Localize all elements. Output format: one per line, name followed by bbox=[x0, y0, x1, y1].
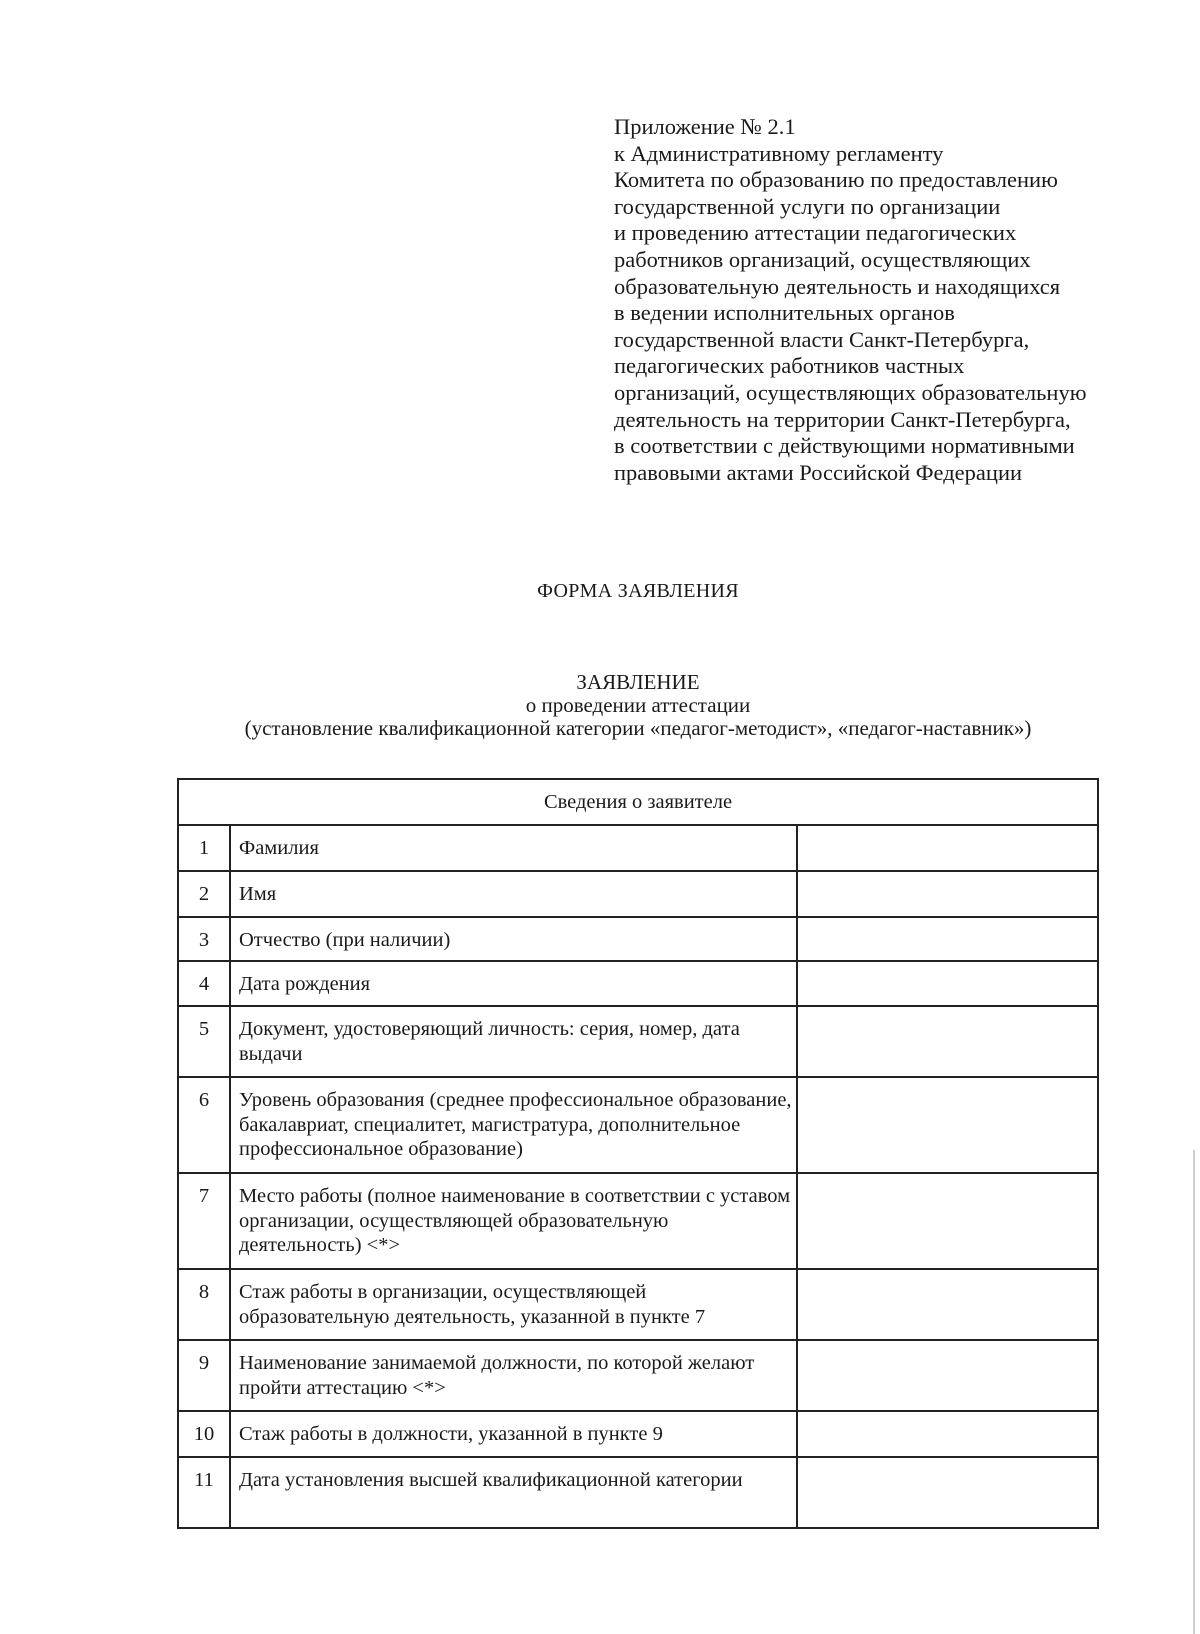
appendix-line: Приложение № 2.1 bbox=[614, 114, 796, 139]
row-value-field[interactable] bbox=[797, 1269, 1098, 1340]
row-value-field[interactable] bbox=[797, 1006, 1098, 1077]
statement-subtitle: о проведении аттестации bbox=[525, 693, 751, 717]
row-value-field[interactable] bbox=[797, 1173, 1098, 1269]
appendix-line: государственной услуги по организации bbox=[614, 193, 1001, 219]
appendix-block bbox=[614, 114, 1087, 486]
table-row bbox=[178, 1269, 1098, 1340]
row-number: 10 bbox=[178, 1411, 230, 1457]
appendix-line: правовыми актами Российской Федерации bbox=[614, 459, 1023, 485]
row-value-field[interactable] bbox=[797, 825, 1098, 871]
appendix-line: работников организаций, осуществляющих bbox=[614, 246, 1031, 272]
row-label: Фамилия bbox=[230, 825, 797, 871]
row-number: 3 bbox=[178, 917, 230, 961]
row-value-field[interactable] bbox=[797, 961, 1098, 1006]
row-label: Отчество (при наличии) bbox=[230, 917, 797, 961]
row-number: 6 bbox=[178, 1077, 230, 1173]
appendix-line: в ведении исполнительных органов bbox=[614, 300, 955, 326]
row-label: Стаж работы в организации, осуществляющей образовательную деятельность, указанной в пункте 7 bbox=[230, 1269, 797, 1340]
appendix-line: образовательную деятельность и находящихся bbox=[614, 273, 1061, 299]
row-value-field[interactable] bbox=[797, 917, 1098, 961]
row-label: Имя bbox=[230, 871, 797, 917]
form-title: ФОРМА ЗАЯВЛЕНИЯ bbox=[537, 580, 739, 602]
table-row bbox=[178, 1173, 1098, 1269]
row-label: Место работы (полное наименование в соответствии с уставом организации, осуществляющей образовательную деятельность) <*> bbox=[230, 1173, 797, 1269]
row-label: Наименование занимаемой должности, по которой желают пройти аттестацию <*> bbox=[230, 1340, 797, 1411]
appendix-line: педагогических работников частных bbox=[614, 353, 965, 379]
scan-edge-line bbox=[1193, 1150, 1195, 1634]
table-row bbox=[178, 1457, 1098, 1528]
appendix-line: деятельность на территории Санкт-Петербурга, bbox=[614, 406, 1071, 432]
row-number: 11 bbox=[178, 1457, 230, 1528]
appendix-line: организаций, осуществляющих образовательную bbox=[614, 379, 1087, 405]
statement-title: ЗАЯВЛЕНИЕ bbox=[576, 670, 700, 694]
row-number: 1 bbox=[178, 825, 230, 871]
row-number: 2 bbox=[178, 871, 230, 917]
appendix-line: к Административному регламенту bbox=[614, 140, 944, 166]
table-row bbox=[178, 917, 1098, 961]
applicant-info-table bbox=[177, 778, 1099, 1529]
row-label: Уровень образования (среднее профессиональное образование, бакалавриат, специалитет, магистратура, дополнительное профессиональное образование) bbox=[230, 1077, 797, 1173]
table-header: Сведения о заявителе bbox=[178, 779, 1098, 825]
row-number: 9 bbox=[178, 1340, 230, 1411]
appendix-line: государственной власти Санкт-Петербурга, bbox=[614, 326, 1030, 352]
table-row bbox=[178, 961, 1098, 1006]
row-label: Документ, удостоверяющий личность: серия, номер, дата выдачи bbox=[230, 1006, 797, 1077]
row-number: 4 bbox=[178, 961, 230, 1006]
table-row bbox=[178, 1411, 1098, 1457]
row-label: Стаж работы в должности, указанной в пункте 9 bbox=[230, 1411, 797, 1457]
row-number: 8 bbox=[178, 1269, 230, 1340]
appendix-line: в соответствии с действующими нормативными bbox=[614, 433, 1075, 459]
table-header-row bbox=[178, 779, 1098, 825]
table-row bbox=[178, 1077, 1098, 1173]
appendix-line: и проведению аттестации педагогических bbox=[614, 220, 1017, 246]
row-value-field[interactable] bbox=[797, 1411, 1098, 1457]
row-value-field[interactable] bbox=[797, 1340, 1098, 1411]
statement-heading bbox=[0, 671, 1200, 740]
row-number: 5 bbox=[178, 1006, 230, 1077]
table-row bbox=[178, 871, 1098, 917]
row-number: 7 bbox=[178, 1173, 230, 1269]
appendix-line: Комитета по образованию по предоставлению bbox=[614, 167, 1058, 193]
row-value-field[interactable] bbox=[797, 871, 1098, 917]
table-row bbox=[178, 825, 1098, 871]
statement-scope: (установление квалификационной категории «педагог-методист», «педагог-наставник») bbox=[244, 716, 1032, 740]
row-value-field[interactable] bbox=[797, 1457, 1098, 1528]
table-row bbox=[178, 1340, 1098, 1411]
row-value-field[interactable] bbox=[797, 1077, 1098, 1173]
table-row bbox=[178, 1006, 1098, 1077]
row-label: Дата установления высшей квалификационной категории bbox=[230, 1457, 797, 1528]
row-label: Дата рождения bbox=[230, 961, 797, 1006]
